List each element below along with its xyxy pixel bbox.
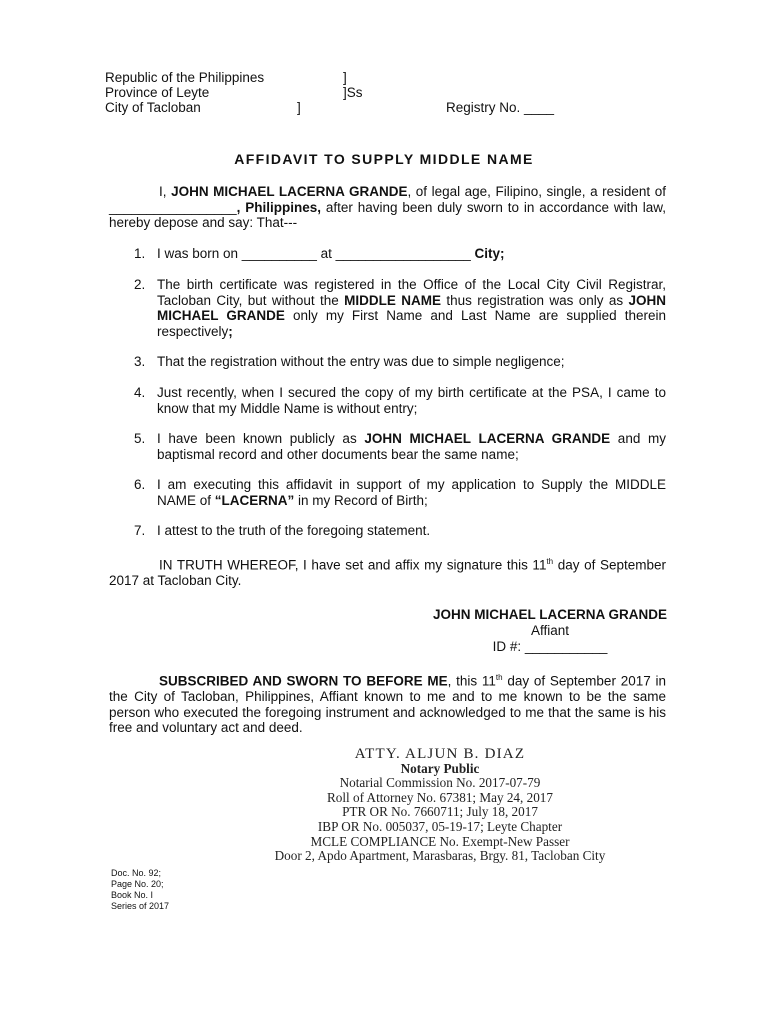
notary-title: Notary Public — [400, 760, 480, 776]
book-number: Book No. I — [111, 890, 154, 900]
document-record-info — [111, 868, 169, 912]
item-number: 1. — [134, 246, 146, 261]
residence-blank: _________________ — [109, 199, 237, 215]
intro-text: , of legal age, Filipino, single, a resident of — [407, 184, 666, 199]
intro-paragraph — [109, 184, 666, 231]
item-text: I attest to the truth of the foregoing statement. — [157, 523, 431, 538]
header-bracket: ] — [297, 100, 301, 115]
item-number: 2. — [134, 277, 146, 292]
affiant-id: ID #: ___________ — [492, 639, 608, 654]
item-text-bold: City; — [474, 246, 505, 261]
item-text-bold: “LACERNA” — [214, 492, 295, 508]
notary-name: ATTY. ALJUN B. DIAZ — [354, 746, 526, 762]
item-number: 7. — [134, 523, 146, 538]
truth-text: day of September 2017 at Tacloban City. — [109, 557, 666, 588]
item-text: I am executing this affidavit in support of my application to Supply the MIDDLE NAME of — [157, 477, 666, 508]
truth-text: IN TRUTH WHEREOF, I have set and affix my signature this 11 — [159, 557, 547, 573]
item-text-bold: JOHN MICHAEL LACERNA GRANDE — [364, 431, 611, 446]
header-republic: Republic of the Philippines — [105, 70, 265, 85]
item-text: in my Record of Birth; — [294, 492, 428, 508]
page-number: Page No. 20; — [111, 879, 164, 889]
affiant-name: JOHN MICHAEL LACERNA GRANDE — [432, 607, 667, 622]
item-text: thus registration was only as — [441, 292, 629, 308]
ptr-number: PTR OR No. 7660711; July 18, 2017 — [342, 804, 538, 820]
registry-number: Registry No. ____ — [446, 100, 555, 115]
item-number: 5. — [134, 431, 146, 446]
series-year: Series of 2017 — [111, 901, 170, 911]
header-bracket: ] — [343, 70, 347, 85]
item-number: 6. — [134, 477, 146, 492]
jurat-heading: SUBSCRIBED AND SWORN TO BEFORE ME — [159, 673, 448, 689]
header-bracket-ss: ]Ss — [343, 85, 363, 100]
truth-paragraph — [109, 554, 666, 589]
item-number: 3. — [134, 354, 146, 369]
list-item — [109, 246, 666, 262]
item-text-bold: MIDDLE NAME — [344, 292, 441, 308]
affiant-name-inline: JOHN MICHAEL LACERNA GRANDE — [171, 184, 408, 199]
ordinal-suffix: th — [495, 673, 503, 682]
list-item — [109, 477, 666, 508]
jurat-text: , this 11 — [447, 673, 496, 689]
header-city: City of Tacloban — [105, 100, 201, 115]
list-item — [109, 277, 666, 339]
jurat-text: day of September 2017 in the City of Tacloban, Philippines, Affiant known to me and to me known to be the same person who executed the foregoing instrument and acknowledged to me that the same is his free and voluntary act and deed. — [109, 673, 667, 735]
intro-text: after having been duly sworn to in accordance with law, hereby depose and say: That--- — [109, 199, 666, 230]
notary-address: Door 2, Apdo Apartment, Marasbaras, Brgy. 81, Tacloban City — [274, 848, 606, 864]
item-text-bold: JOHN MICHAEL GRANDE — [157, 292, 666, 323]
item-text: I was born on __________ at __________________ — [157, 246, 475, 261]
jurat-paragraph — [109, 670, 666, 736]
affiant-role: Affiant — [530, 623, 570, 638]
item-number: 4. — [134, 385, 146, 400]
intro-text: I, — [159, 184, 172, 199]
roll-of-attorney: Roll of Attorney No. 67381; May 24, 2017 — [326, 789, 553, 805]
notarial-commission: Notarial Commission No. 2017-07-79 — [339, 775, 541, 791]
item-text: That the registration without the entry was due to simple negligence; — [157, 354, 565, 369]
item-text-bold: ; — [228, 323, 233, 339]
item-text: and my baptismal record and other documents bear the same name; — [157, 431, 666, 462]
item-text: Just recently, when I secured the copy of my birth certificate at the PSA, I came to know that my Middle Name is without entry; — [157, 385, 666, 416]
doc-number: Doc. No. 92; — [111, 868, 162, 878]
country-text: , Philippines, — [236, 199, 322, 215]
list-item — [109, 523, 666, 539]
ordinal-suffix: th — [546, 557, 554, 566]
list-item — [109, 385, 666, 416]
ibp-number: IBP OR No. 005037, 05-19-17; Leyte Chapter — [317, 818, 563, 834]
document-title: AFFIDAVIT TO SUPPLY MIDDLE NAME — [234, 151, 534, 167]
notary-block — [210, 747, 670, 864]
item-text: The birth certificate was registered in the Office of the Local City Civil Registrar, Tacloban City, but without the — [157, 277, 666, 308]
list-item — [109, 431, 666, 462]
mcle-compliance: MCLE COMPLIANCE No. Exempt-New Passer — [310, 833, 570, 849]
item-text: I have been known publicly as — [157, 431, 365, 446]
item-text: only my First Name and Last Name are supplied therein respectively — [157, 308, 666, 339]
list-item — [109, 354, 666, 370]
header-province: Province of Leyte — [105, 85, 210, 100]
